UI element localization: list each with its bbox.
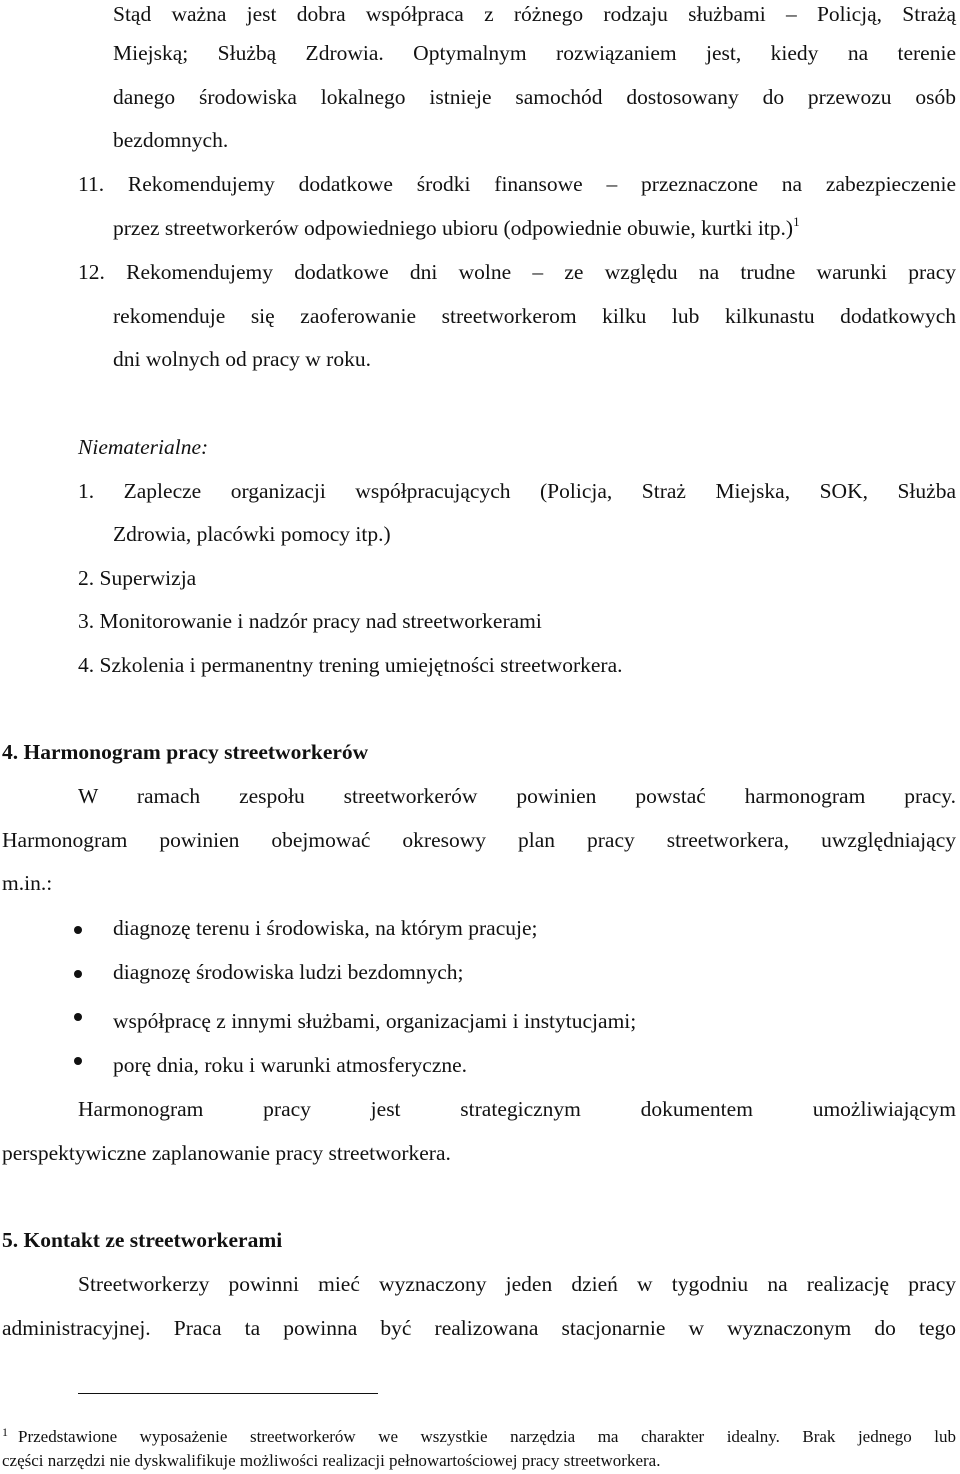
bullet-item: diagnozę terenu i środowiska, na którym pracuje; [113,916,538,940]
paragraph-line: Harmonogram powinien obejmować okresowy plan pracy streetworkera, uwzględniający [2,828,956,852]
paragraph-line: administracyjnej. Praca ta powinna być realizowana stacjonarnie w wyznaczonym do tego [2,1316,956,1340]
section-heading-4: 4. Harmonogram pracy streetworkerów [2,740,369,764]
list-item-line: 4. Szkolenia i permanentny trening umiejętności streetworkera. [78,653,623,677]
footnote-separator [78,1393,378,1394]
bullet-item: porę dnia, roku i warunki atmosferyczne. [113,1053,468,1077]
paragraph-line: Streetworkerzy powinni mieć wyznaczony jeden dzień w tygodniu na realizację pracy [78,1272,956,1296]
list-item-line: 2. Superwizja [78,566,197,590]
list-item-12-line: rekomenduje się zaoferowanie streetworkerom kilku lub kilkunastu dodatkowych [113,304,956,328]
paragraph-line: Harmonogram pracy jest strategicznym dokumentem umożliwiającym [78,1097,956,1121]
footnote-reference: 1 [793,214,800,229]
paragraph-line: Miejską; Służbą Zdrowia. Optymalnym rozwiązaniem jest, kiedy na terenie [113,41,956,65]
list-item-11-text: przez streetworkerów odpowiedniego ubioru (odpowiednie obuwie, kurtki itp.) [113,216,794,240]
paragraph-line: danego środowiska lokalnego istnieje samochód dostosowany do przewozu osób [113,85,956,109]
paragraph-line: W ramach zespołu streetworkerów powinien powstać harmonogram pracy. [78,784,956,808]
bullet-item: diagnozę środowiska ludzi bezdomnych; [113,960,464,984]
paragraph-line: m.in.: [2,871,53,895]
paragraph-line: bezdomnych. [113,128,229,152]
list-item-11-line [113,214,800,240]
list-item-11-line: 11. Rekomendujemy dodatkowe środki finansowe – przeznaczone na zabezpieczenie [78,172,956,196]
paragraph-line: perspektywiczne zaplanowanie pracy streetworkera. [2,1141,451,1165]
bullet-icon [74,1057,82,1065]
list-item-12-line: dni wolnych od pracy w roku. [113,347,371,371]
paragraph-line: Stąd ważna jest dobra współpraca z różnego rodzaju służbami – Policją, Strażą [113,2,956,26]
footnote-number: 1 [2,1425,8,1439]
list-item-12-line: 12. Rekomendujemy dodatkowe dni wolne – ze względu na trudne warunki pracy [78,260,956,284]
bullet-item: współpracę z innymi służbami, organizacjami i instytucjami; [113,1009,637,1033]
list-item-line: Zdrowia, placówki pomocy itp.) [113,522,391,546]
subheading-niematerialne: Niematerialne: [78,435,209,459]
bullet-icon [74,1013,82,1021]
bullet-icon [74,970,82,978]
list-item-line: 1. Zaplecze organizacji współpracujących (Policja, Straż Miejska, SOK, Służba [78,479,956,503]
footnote-line: Przedstawione wyposażenie streetworkerów we wszystkie narzędzia ma charakter idealny. Brak jednego lub [18,1427,956,1446]
bullet-icon [74,926,82,934]
list-item-line: 3. Monitorowanie i nadzór pracy nad streetworkerami [78,609,542,633]
section-heading-5: 5. Kontakt ze streetworkerami [2,1228,283,1252]
footnote-line: części narzędzi nie dyskwalifikuje możliwości realizacji pełnowartościowej pracy streetworkera. [2,1451,661,1470]
